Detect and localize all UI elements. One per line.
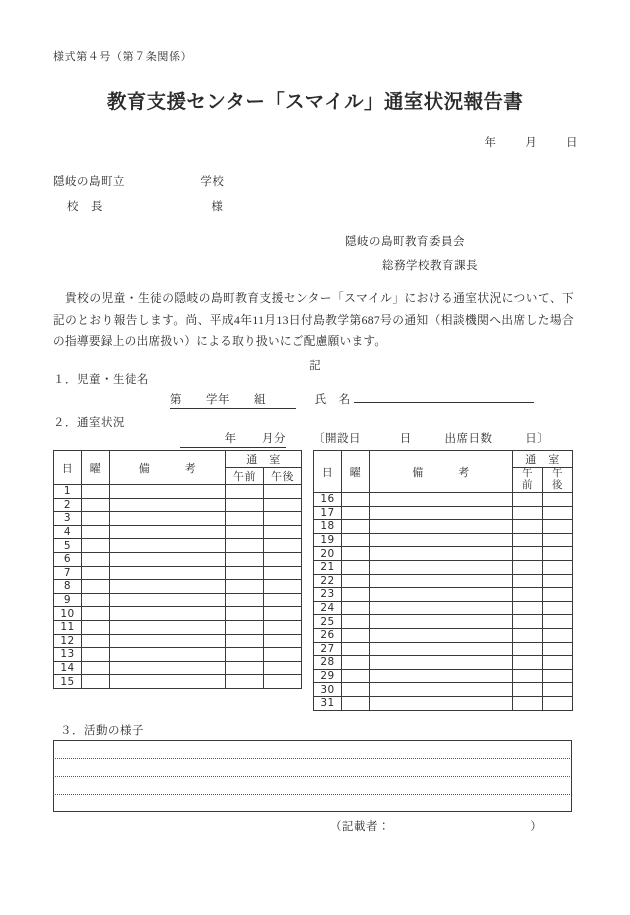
table-row[interactable] — [314, 493, 573, 507]
cell-pm[interactable] — [264, 512, 302, 526]
activity-line[interactable] — [55, 795, 570, 813]
cell-am[interactable] — [513, 601, 543, 615]
table-row[interactable] — [314, 520, 573, 534]
cell-weekday[interactable] — [82, 539, 110, 553]
th-pm — [543, 468, 573, 493]
cell-am[interactable] — [226, 512, 264, 526]
table-row[interactable] — [54, 552, 302, 566]
cell-am[interactable] — [513, 588, 543, 602]
month-year-label: 年 — [224, 433, 237, 445]
open-days-label: 〔開設日 — [313, 433, 361, 445]
cell-weekday[interactable] — [342, 683, 370, 697]
ki-label: 記 — [309, 360, 321, 372]
cell-remarks[interactable] — [370, 642, 513, 656]
cell-weekday[interactable] — [82, 661, 110, 675]
cell-weekday[interactable] — [342, 601, 370, 615]
cell-am[interactable] — [226, 593, 264, 607]
cell-am[interactable] — [226, 661, 264, 675]
cell-am[interactable] — [226, 552, 264, 566]
cell-remarks[interactable] — [110, 498, 226, 512]
table-row[interactable] — [54, 525, 302, 539]
cell-pm[interactable] — [264, 566, 302, 580]
table-row[interactable] — [54, 634, 302, 648]
cell-pm[interactable] — [543, 533, 573, 547]
cell-pm[interactable] — [264, 485, 302, 499]
cell-remarks[interactable] — [110, 661, 226, 675]
cell-am[interactable] — [513, 669, 543, 683]
table-row[interactable] — [314, 547, 573, 561]
th-pm-line2: 後 — [552, 480, 563, 491]
table-row[interactable] — [54, 539, 302, 553]
cell-day: 21 — [314, 560, 342, 574]
cell-remarks[interactable] — [370, 656, 513, 670]
table-row[interactable] — [314, 696, 573, 710]
cell-pm[interactable] — [264, 634, 302, 648]
cell-weekday[interactable] — [342, 493, 370, 507]
cell-weekday[interactable] — [82, 525, 110, 539]
cell-day: 2 — [54, 498, 82, 512]
cell-pm[interactable] — [543, 574, 573, 588]
cell-day: 26 — [314, 628, 342, 642]
activity-line[interactable] — [55, 741, 570, 759]
th-am: 午前 — [226, 468, 264, 485]
table-row[interactable] — [54, 498, 302, 512]
th-remarks: 備 考 — [110, 451, 226, 485]
cell-remarks[interactable] — [110, 485, 226, 499]
cell-pm[interactable] — [264, 661, 302, 675]
cell-day: 22 — [314, 574, 342, 588]
cell-pm[interactable] — [543, 615, 573, 629]
th-tsushitsu: 通 室 — [226, 451, 302, 468]
th-remarks: 備 考 — [370, 451, 513, 493]
open-days-unit: 日 — [399, 433, 412, 445]
table-row[interactable] — [54, 661, 302, 675]
table-row[interactable] — [314, 588, 573, 602]
cell-pm[interactable] — [264, 580, 302, 594]
sender-block — [345, 230, 478, 278]
cell-day: 7 — [54, 566, 82, 580]
cell-day: 28 — [314, 656, 342, 670]
cell-remarks[interactable] — [370, 533, 513, 547]
cell-weekday[interactable] — [82, 552, 110, 566]
cell-weekday[interactable] — [82, 512, 110, 526]
sender-organization: 隠岐の島町教育委員会 — [345, 236, 465, 248]
cell-remarks[interactable] — [370, 669, 513, 683]
cell-weekday[interactable] — [82, 620, 110, 634]
addressee-principal-row — [53, 195, 224, 220]
cell-remarks[interactable] — [110, 648, 226, 662]
cell-pm[interactable] — [543, 628, 573, 642]
table-header-row-top — [54, 451, 302, 468]
body-paragraph-block — [53, 288, 574, 353]
cell-weekday[interactable] — [342, 642, 370, 656]
table-header-row-top — [314, 451, 573, 468]
cell-am[interactable] — [513, 560, 543, 574]
cell-pm[interactable] — [543, 506, 573, 520]
cell-pm[interactable] — [543, 669, 573, 683]
th-day: 日 — [54, 451, 82, 485]
cell-remarks[interactable] — [370, 560, 513, 574]
cell-day: 9 — [54, 593, 82, 607]
cell-am[interactable] — [226, 648, 264, 662]
cell-pm[interactable] — [543, 588, 573, 602]
cell-weekday[interactable] — [342, 560, 370, 574]
activity-description-box[interactable] — [53, 740, 572, 812]
th-weekday: 曜 — [342, 451, 370, 493]
th-am-line1: 午 — [522, 468, 533, 479]
cell-pm[interactable] — [543, 547, 573, 561]
cell-weekday[interactable] — [342, 588, 370, 602]
attendance-table-left[interactable] — [53, 450, 302, 689]
cell-day: 3 — [54, 512, 82, 526]
month-field[interactable] — [180, 430, 286, 448]
cell-day: 15 — [54, 675, 82, 689]
cell-am[interactable] — [513, 547, 543, 561]
th-am — [513, 468, 543, 493]
cell-remarks[interactable] — [370, 506, 513, 520]
attendance-table-right[interactable] — [313, 450, 573, 711]
addressee-town: 隠岐の島町立 — [53, 176, 125, 188]
cell-day: 17 — [314, 506, 342, 520]
cell-am[interactable] — [226, 675, 264, 689]
date-day-label: 日 — [566, 137, 578, 149]
cell-remarks[interactable] — [370, 601, 513, 615]
cell-am[interactable] — [226, 525, 264, 539]
cell-remarks[interactable] — [370, 547, 513, 561]
cell-remarks[interactable] — [370, 615, 513, 629]
cell-weekday[interactable] — [342, 615, 370, 629]
cell-am[interactable] — [226, 566, 264, 580]
cell-remarks[interactable] — [110, 607, 226, 621]
activity-line[interactable] — [55, 759, 570, 777]
date-year-label: 年 — [484, 137, 497, 149]
cell-day: 12 — [54, 634, 82, 648]
addressee-school-label: 学校 — [200, 176, 225, 188]
cell-day: 18 — [314, 520, 342, 534]
cell-am[interactable] — [226, 607, 264, 621]
cell-remarks[interactable] — [370, 588, 513, 602]
cell-weekday[interactable] — [342, 628, 370, 642]
cell-am[interactable] — [226, 620, 264, 634]
cell-remarks[interactable] — [110, 634, 226, 648]
table-row[interactable] — [54, 485, 302, 499]
cell-weekday[interactable] — [342, 520, 370, 534]
cell-am[interactable] — [513, 642, 543, 656]
cell-day: 19 — [314, 533, 342, 547]
cell-day: 24 — [314, 601, 342, 615]
cell-day: 23 — [314, 588, 342, 602]
cell-weekday[interactable] — [342, 547, 370, 561]
addressee-principal-label: 校 長 — [67, 201, 103, 213]
grade-class-field[interactable]: 第 学年 組 — [170, 391, 296, 409]
cell-weekday[interactable] — [82, 485, 110, 499]
cell-remarks[interactable] — [110, 552, 226, 566]
cell-pm[interactable] — [264, 593, 302, 607]
cell-day: 16 — [314, 493, 342, 507]
cell-day: 11 — [54, 620, 82, 634]
cell-am[interactable] — [513, 574, 543, 588]
cell-remarks[interactable] — [110, 539, 226, 553]
table-row[interactable] — [54, 607, 302, 621]
table-row[interactable] — [54, 566, 302, 580]
cell-am[interactable] — [513, 506, 543, 520]
cell-weekday[interactable] — [82, 580, 110, 594]
cell-remarks[interactable] — [110, 593, 226, 607]
cell-day: 31 — [314, 696, 342, 710]
sender-title: 総務学校教育課長 — [382, 260, 478, 272]
table-row[interactable] — [314, 533, 573, 547]
cell-day: 10 — [54, 607, 82, 621]
cell-pm[interactable] — [543, 560, 573, 574]
cell-remarks[interactable] — [370, 628, 513, 642]
cell-pm[interactable] — [264, 498, 302, 512]
cell-remarks[interactable] — [110, 675, 226, 689]
cell-day: 29 — [314, 669, 342, 683]
cell-am[interactable] — [513, 696, 543, 710]
open-days-line — [313, 430, 549, 446]
cell-day: 4 — [54, 525, 82, 539]
cell-pm[interactable] — [543, 642, 573, 656]
cell-am[interactable] — [226, 580, 264, 594]
cell-day: 1 — [54, 485, 82, 499]
cell-day: 20 — [314, 547, 342, 561]
addressee-school-row — [53, 170, 224, 195]
cell-weekday[interactable] — [342, 669, 370, 683]
cell-am[interactable] — [513, 493, 543, 507]
table-row[interactable] — [54, 593, 302, 607]
cell-pm[interactable] — [543, 696, 573, 710]
writer-open-label: （記載者： — [330, 819, 390, 833]
cell-remarks[interactable] — [370, 574, 513, 588]
table-row[interactable] — [314, 683, 573, 697]
table-row[interactable] — [54, 675, 302, 689]
table-row[interactable] — [314, 506, 573, 520]
table-row[interactable] — [314, 656, 573, 670]
cell-pm[interactable] — [543, 683, 573, 697]
cell-weekday[interactable] — [82, 593, 110, 607]
th-am-line2: 前 — [522, 480, 533, 491]
cell-am[interactable] — [513, 628, 543, 642]
th-pm-line1: 午 — [552, 468, 563, 479]
cell-weekday[interactable] — [342, 696, 370, 710]
cell-pm[interactable] — [264, 607, 302, 621]
cell-day: 14 — [54, 661, 82, 675]
cell-am[interactable] — [226, 498, 264, 512]
table-row[interactable] — [314, 574, 573, 588]
cell-am[interactable] — [226, 634, 264, 648]
addressee-block — [53, 170, 224, 220]
cell-remarks[interactable] — [110, 512, 226, 526]
attend-days-label: 出席日数 — [444, 433, 493, 445]
table-row[interactable] — [314, 560, 573, 574]
cell-pm[interactable] — [543, 520, 573, 534]
cell-remarks[interactable] — [110, 620, 226, 634]
month-label: 月分 — [262, 433, 286, 445]
cell-remarks[interactable] — [370, 520, 513, 534]
table-row[interactable] — [314, 642, 573, 656]
activity-line[interactable] — [55, 777, 570, 795]
cell-pm[interactable] — [543, 656, 573, 670]
page-title: 教育支援センター「スマイル」通室状況報告書 — [106, 90, 524, 113]
cell-weekday[interactable] — [342, 533, 370, 547]
writer-line — [330, 818, 542, 834]
cell-am[interactable] — [513, 533, 543, 547]
date-line — [0, 134, 578, 150]
cell-remarks[interactable] — [110, 566, 226, 580]
th-weekday: 曜 — [82, 451, 110, 485]
cell-weekday[interactable] — [82, 498, 110, 512]
cell-weekday[interactable] — [82, 566, 110, 580]
th-day: 日 — [314, 451, 342, 493]
cell-pm[interactable] — [543, 601, 573, 615]
table-row[interactable] — [54, 580, 302, 594]
name-label: 氏 名 — [314, 394, 351, 406]
table-row[interactable] — [314, 601, 573, 615]
attend-days-unit: 日〕 — [525, 433, 550, 445]
table-row[interactable] — [314, 669, 573, 683]
cell-pm[interactable] — [264, 552, 302, 566]
cell-am[interactable] — [226, 485, 264, 499]
student-name-field[interactable] — [354, 401, 534, 403]
cell-pm[interactable] — [264, 675, 302, 689]
cell-day: 27 — [314, 642, 342, 656]
cell-am[interactable] — [513, 683, 543, 697]
cell-day: 6 — [54, 552, 82, 566]
cell-weekday[interactable] — [82, 607, 110, 621]
addressee-honorific: 様 — [211, 201, 224, 213]
cell-remarks[interactable] — [370, 696, 513, 710]
table-row[interactable] — [54, 512, 302, 526]
th-pm: 午後 — [264, 468, 302, 485]
cell-am[interactable] — [513, 520, 543, 534]
table-row[interactable] — [314, 615, 573, 629]
cell-remarks[interactable] — [110, 525, 226, 539]
student-name-line — [170, 391, 534, 409]
cell-am[interactable] — [513, 615, 543, 629]
cell-pm[interactable] — [264, 620, 302, 634]
cell-day: 8 — [54, 580, 82, 594]
form-code: 様式第４号（第７条関係） — [53, 51, 193, 63]
th-tsushitsu: 通 室 — [513, 451, 573, 468]
cell-remarks[interactable] — [370, 493, 513, 507]
cell-day: 25 — [314, 615, 342, 629]
cell-weekday[interactable] — [342, 506, 370, 520]
cell-weekday[interactable] — [342, 656, 370, 670]
table-row[interactable] — [54, 620, 302, 634]
section-2-heading: ２．通室状況 — [53, 415, 125, 429]
cell-weekday[interactable] — [82, 675, 110, 689]
cell-weekday[interactable] — [342, 574, 370, 588]
cell-remarks[interactable] — [370, 683, 513, 697]
cell-pm[interactable] — [264, 539, 302, 553]
writer-close-label: ） — [530, 819, 543, 833]
table-row[interactable] — [54, 648, 302, 662]
cell-pm[interactable] — [543, 493, 573, 507]
section-1-heading: １．児童・生徒名 — [53, 372, 149, 386]
cell-day: 5 — [54, 539, 82, 553]
section-3-heading: ３．活動の様子 — [60, 723, 144, 737]
cell-pm[interactable] — [264, 648, 302, 662]
table-row[interactable] — [314, 628, 573, 642]
cell-am[interactable] — [226, 539, 264, 553]
date-month-label: 月 — [525, 137, 538, 149]
cell-weekday[interactable] — [82, 648, 110, 662]
body-paragraph: 貴校の児童・生徒の隠岐の島町教育支援センター「スマイル」における通室状況について、下記のとおり報告します。尚、平成4年11月13日付島教学第687号の通知（相談機関へ出席した場合の指導要録上の出席扱い）による取り扱いにご配慮願います。 — [53, 292, 574, 348]
cell-day: 30 — [314, 683, 342, 697]
cell-day: 13 — [54, 648, 82, 662]
cell-weekday[interactable] — [82, 634, 110, 648]
cell-am[interactable] — [513, 656, 543, 670]
cell-remarks[interactable] — [110, 580, 226, 594]
cell-pm[interactable] — [264, 525, 302, 539]
